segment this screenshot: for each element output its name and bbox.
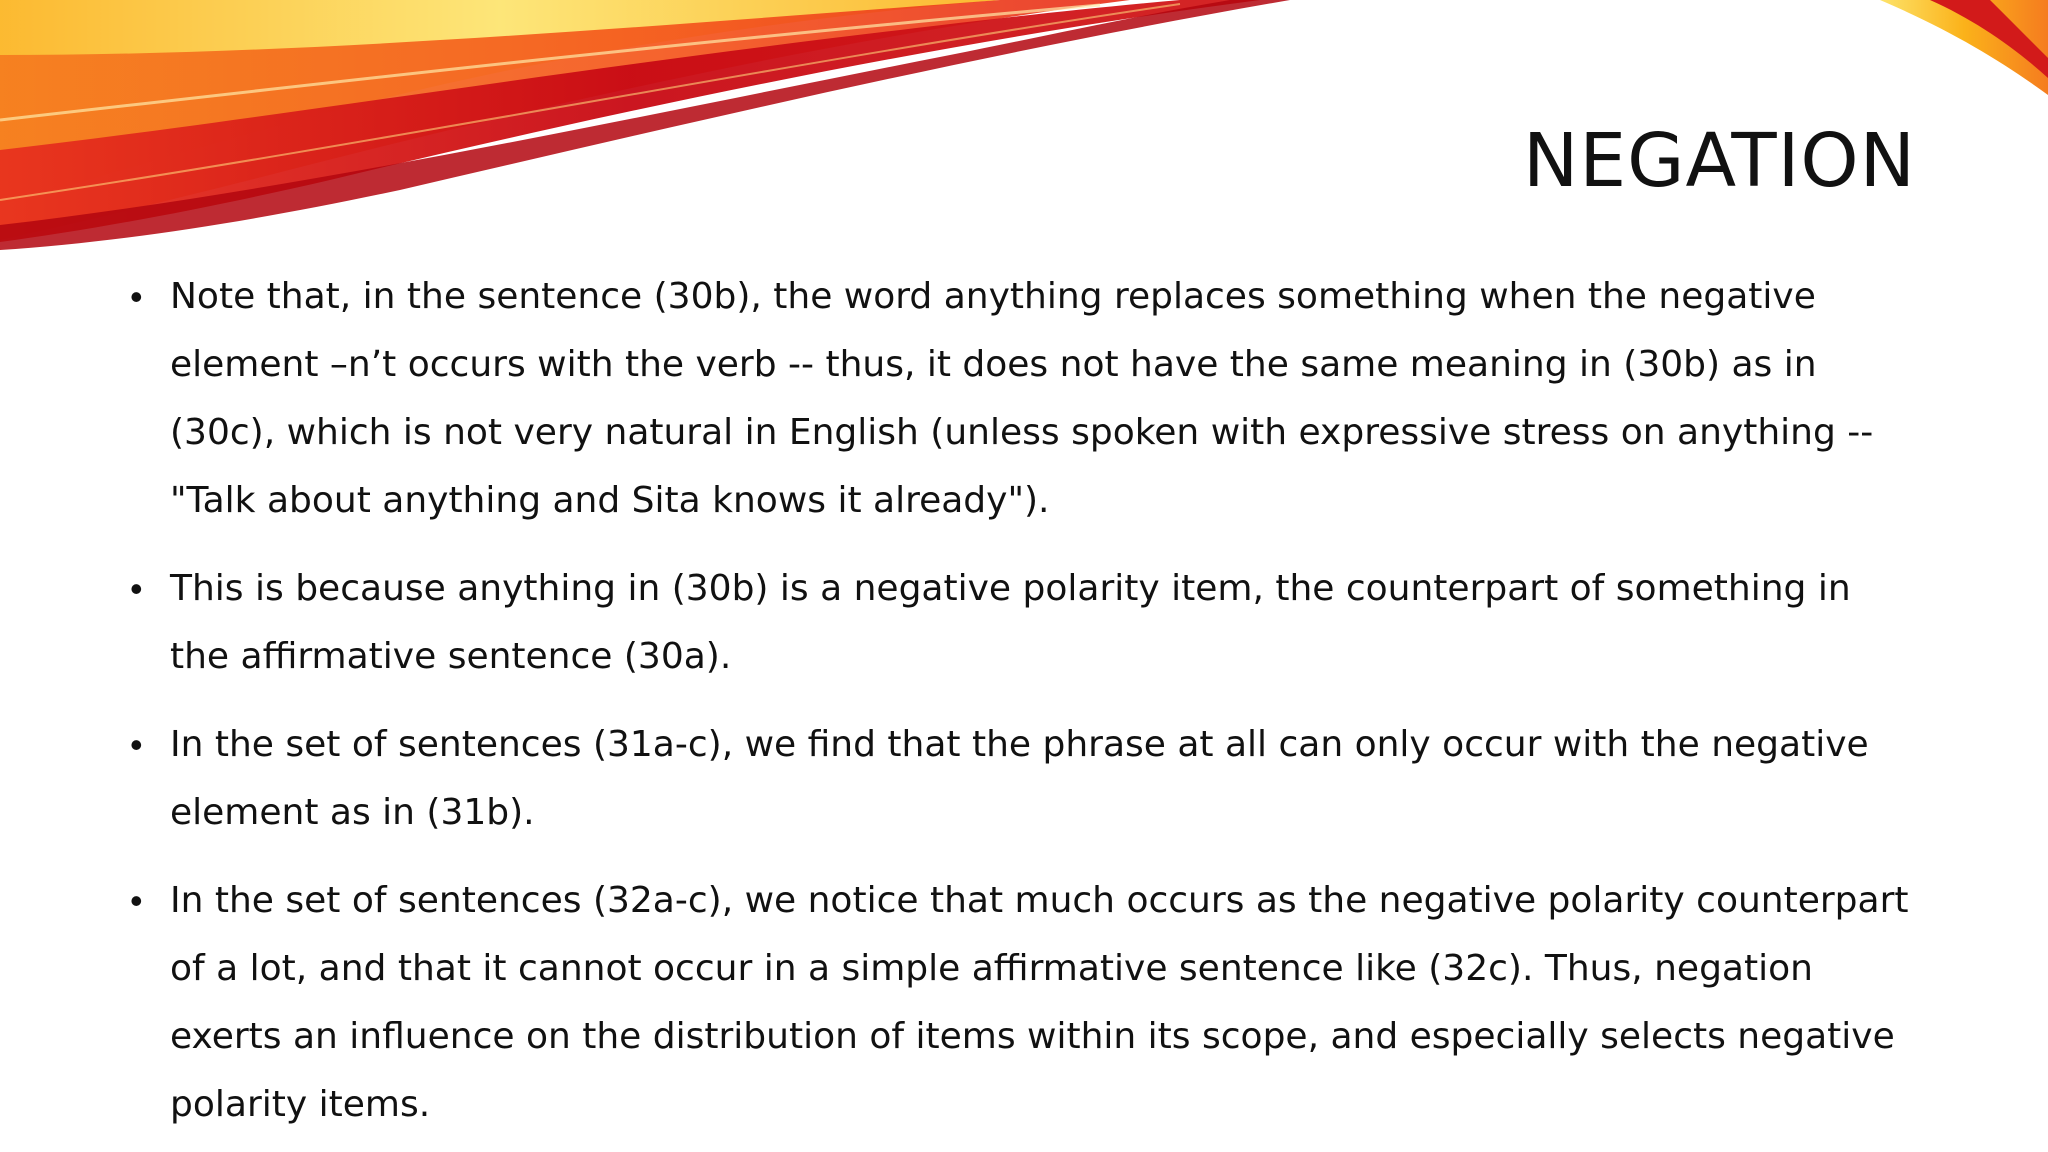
bullet-text: Note that, in the sentence (30b), the word anything replaces something when the negative element –n’t occurs with the verb -- thus, it does not have the same meaning in (30b) as in (30c), which is not very natural in English (unless spoken with expressive stress on anything -- "Talk about anything and Sita knows it already"). — [170, 276, 1874, 521]
bullet-marker: • — [130, 276, 143, 317]
bullet-text: This is because anything in (30b) is a negative polarity item, the counterpart of something in the affirmative sentence (30a). — [170, 568, 1851, 677]
bullet-item — [120, 867, 1920, 1139]
bullet-marker: • — [130, 880, 143, 921]
bullet-text: In the set of sentences (32a-c), we notice that much occurs as the negative polarity counterpart of a lot, and that it cannot occur in a simple affirmative sentence like (32c). Thus, negation exerts an influence on the distribution of items within its scope, and especially selects negative polarity items. — [170, 880, 1909, 1125]
bullet-list — [120, 263, 1920, 1152]
slide-title: NEGATION — [1523, 118, 1916, 204]
bullet-marker: • — [130, 568, 143, 609]
bullet-item — [120, 711, 1920, 847]
bullet-item — [120, 555, 1920, 691]
bullet-text: In the set of sentences (31a-c), we find that the phrase at all can only occur with the negative element as in (31b). — [170, 724, 1869, 833]
bullet-item — [120, 263, 1920, 535]
bullet-marker: • — [130, 724, 143, 765]
